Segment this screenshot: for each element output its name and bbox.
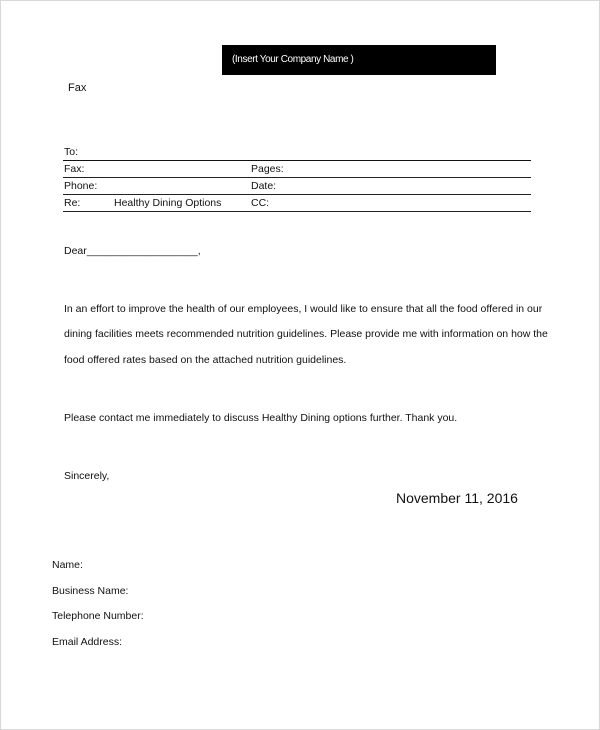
letter-date: November 11, 2016 [396,490,518,506]
company-name-placeholder: (Insert Your Company Name ) [232,54,354,65]
closing: Sincerely, [64,470,110,482]
business-name-label: Business Name: [52,585,129,597]
table-row-phone [63,178,531,195]
salutation: Dear___________________, [64,245,201,257]
table-row-to [63,144,531,161]
document-title: Fax [68,82,87,94]
name-label: Name: [52,559,83,571]
phone-label: Phone: [64,180,98,192]
company-name-banner [222,45,496,75]
email-address-label: Email Address: [52,636,123,648]
date-label: Date: [251,180,277,192]
paragraph-2: Please contact me immediately to discuss Healthy Dining options further. Thank you. [64,412,458,424]
re-value: Healthy Dining Options [114,197,222,209]
re-label: Re: [64,197,81,209]
cc-label: CC: [251,197,270,209]
telephone-number-label: Telephone Number: [52,610,144,622]
fax-details-table [63,144,531,212]
pages-label: Pages: [251,163,284,175]
table-row-re [63,195,531,212]
paragraph-1-line-3: food offered rates based on the attached nutrition guidelines. [64,354,347,366]
paragraph-1-line-2: dining facilities meets recommended nutrition guidelines. Please provide me with information on how the [64,328,548,340]
paragraph-1-line-1: In an effort to improve the health of our employees, I would like to ensure that all the food offered in our [64,303,543,315]
fax-label: Fax: [64,163,85,175]
to-label: To: [64,146,79,158]
table-row-fax [63,161,531,178]
